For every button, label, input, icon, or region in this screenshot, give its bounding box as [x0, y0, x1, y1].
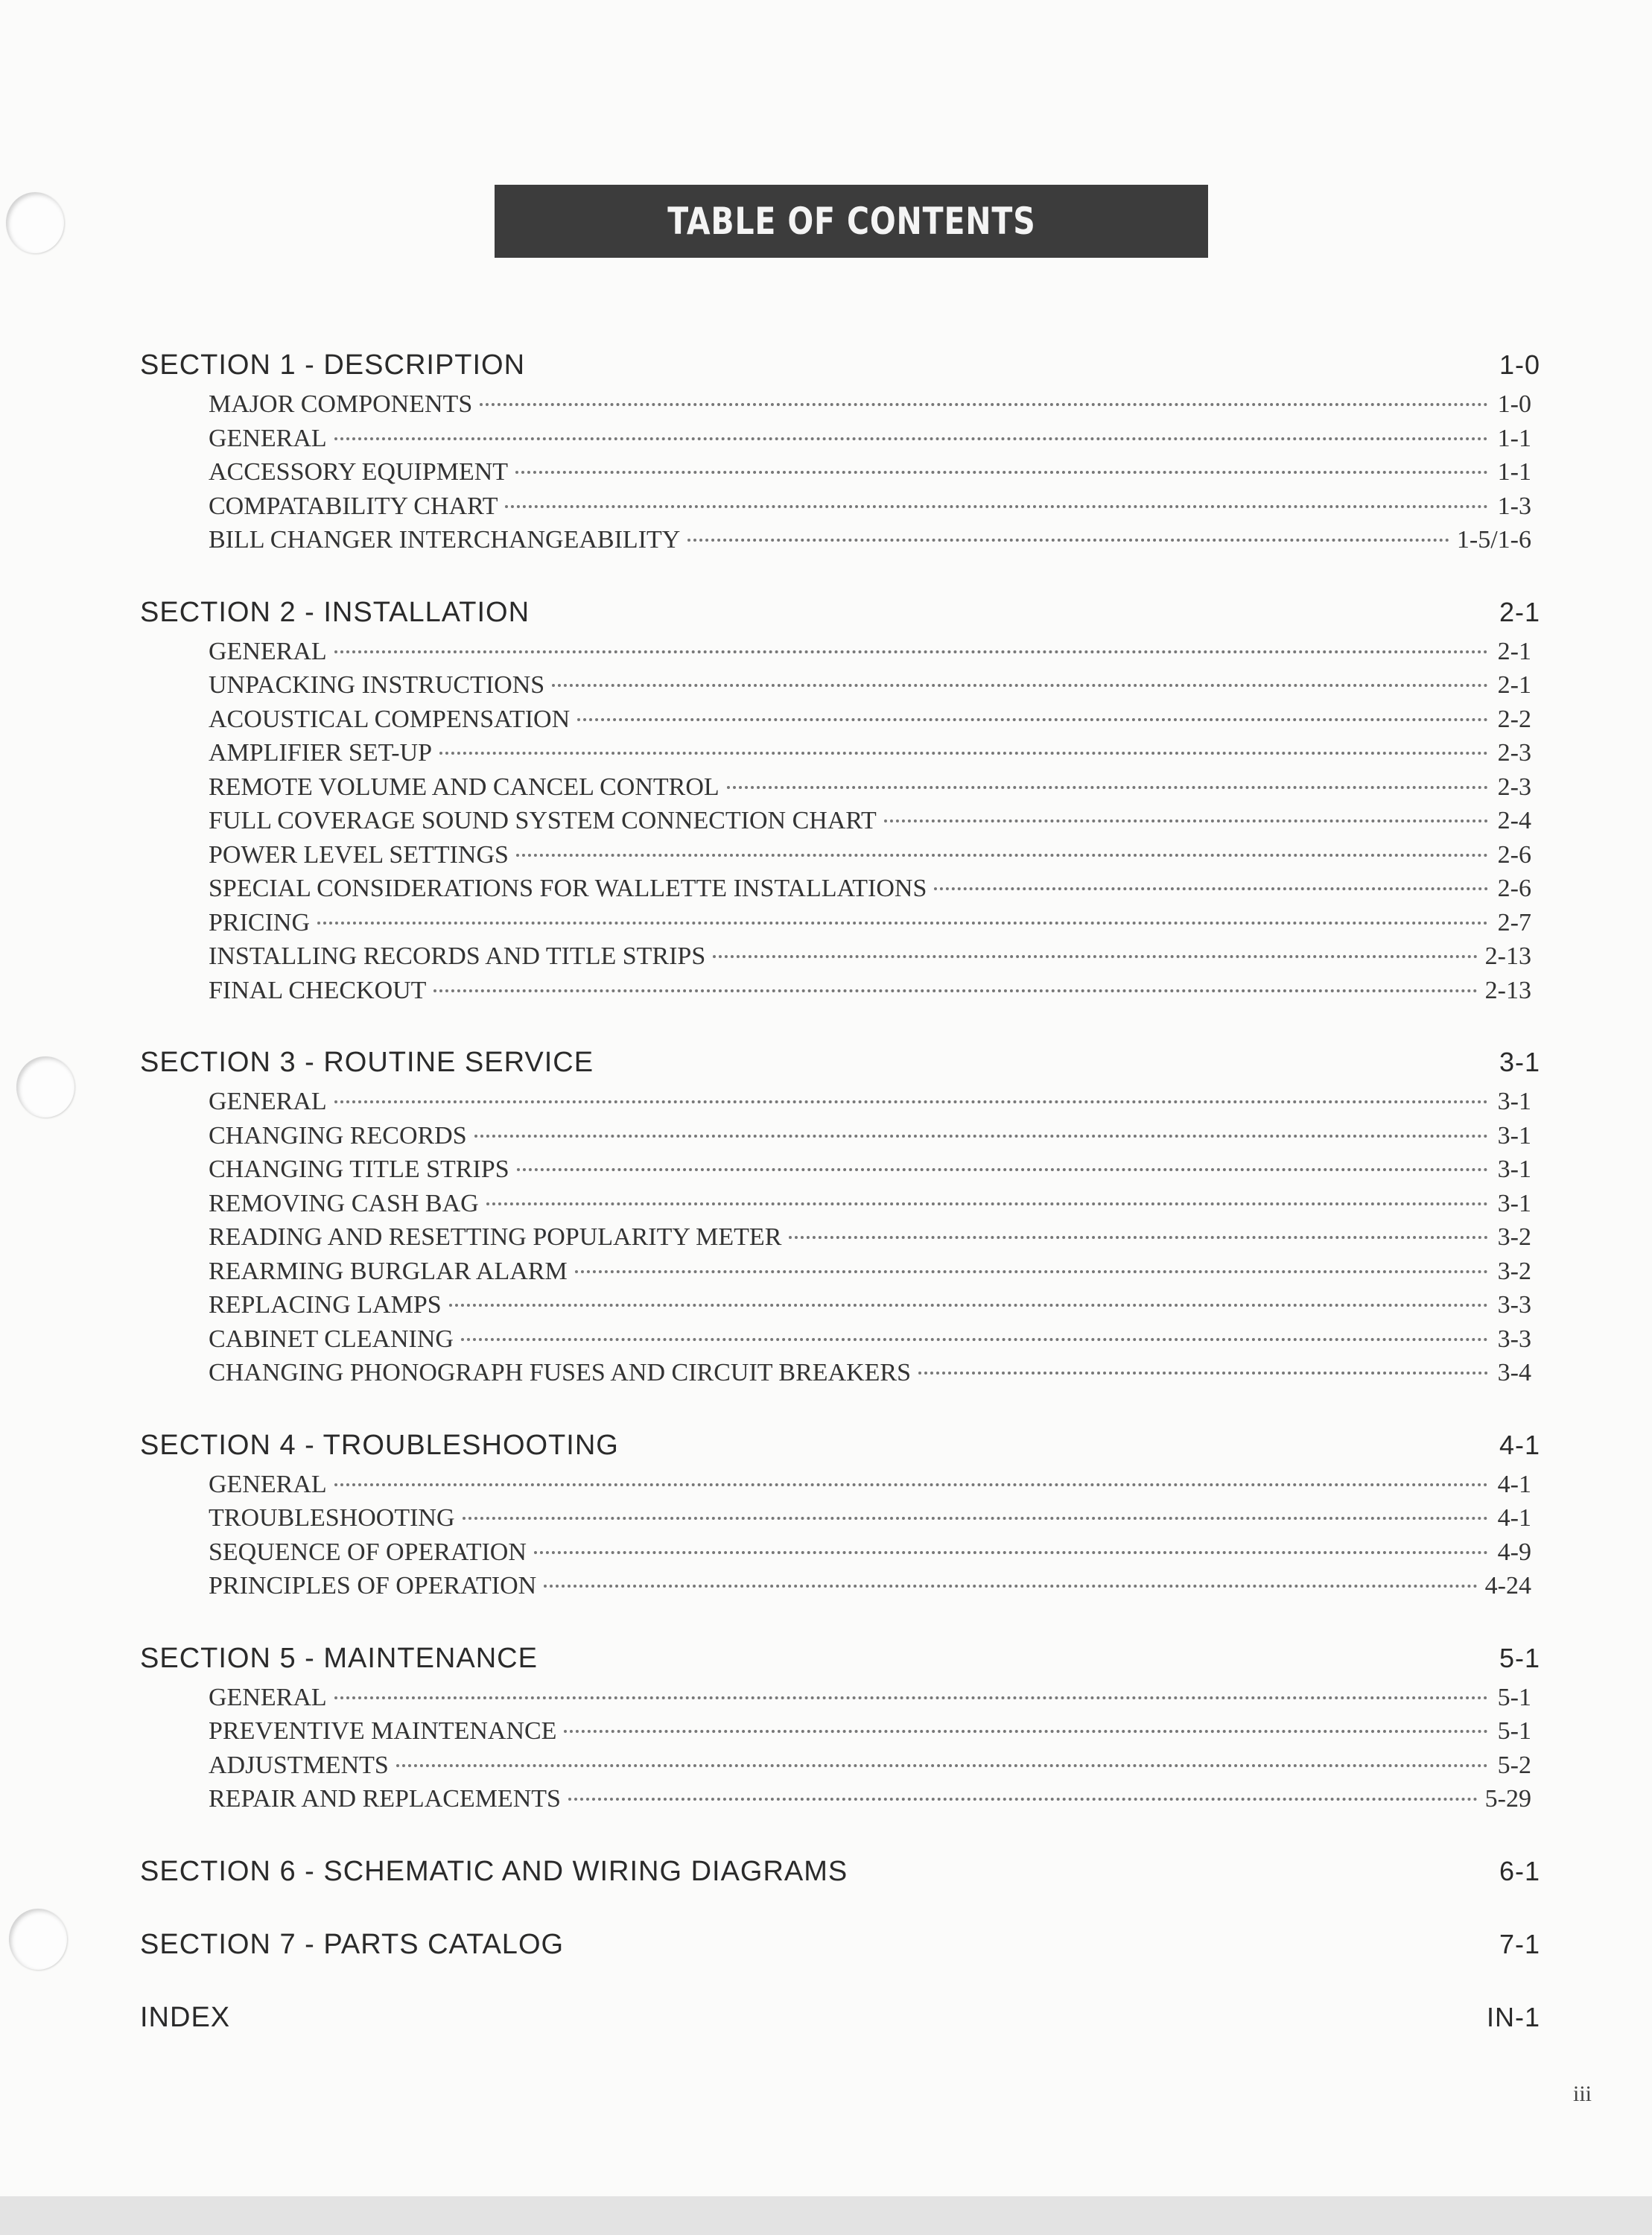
entry-page-number: 3-1	[1497, 1155, 1531, 1183]
toc-entry	[209, 906, 1531, 940]
entry-page-number: 5-1	[1497, 1717, 1531, 1745]
entry-label: FINAL CHECKOUT	[209, 976, 427, 1004]
dot-leader	[317, 922, 1488, 925]
entry-label: READING AND RESETTING POPULARITY METER	[209, 1223, 782, 1251]
toc-section	[140, 1924, 1540, 1965]
dot-leader	[334, 650, 1488, 653]
entry-label: REARMING BURGLAR ALARM	[209, 1257, 568, 1285]
entry-page-number: 1-5/1-6	[1456, 526, 1531, 554]
dot-leader	[934, 887, 1488, 890]
section-heading-row	[140, 1424, 1540, 1466]
toc-entry	[209, 387, 1531, 422]
toc-entry	[209, 872, 1531, 906]
entry-label: GENERAL	[209, 637, 327, 665]
toc-entry	[209, 1153, 1531, 1187]
entry-page-number: 3-1	[1497, 1189, 1531, 1217]
toc-entry	[209, 668, 1531, 703]
entry-list	[140, 1681, 1540, 1816]
entry-list	[140, 387, 1540, 557]
section-page-number: 6-1	[1499, 1855, 1540, 1886]
section-heading: SECTION 3 - ROUTINE SERVICE	[140, 1047, 594, 1078]
entry-label: CHANGING PHONOGRAPH FUSES AND CIRCUIT BREAKERS	[209, 1359, 912, 1386]
dot-leader	[461, 1338, 1488, 1341]
section-page-number: 1-0	[1499, 349, 1540, 380]
toc-entry	[209, 1288, 1531, 1322]
toc-entry	[209, 422, 1531, 456]
dot-leader	[396, 1764, 1488, 1767]
toc-entry	[209, 1681, 1531, 1715]
entry-label: MAJOR COMPONENTS	[209, 390, 473, 418]
entry-label: CABINET CLEANING	[209, 1325, 454, 1353]
toc-section	[140, 1638, 1540, 1816]
dot-leader	[486, 1202, 1488, 1205]
binder-hole	[16, 1056, 74, 1118]
entry-page-number: 2-1	[1497, 637, 1531, 665]
entry-label: ADJUSTMENTS	[209, 1751, 389, 1779]
entry-label: PRICING	[209, 908, 311, 936]
toc-entry	[209, 838, 1531, 872]
entry-page-number: 4-24	[1484, 1572, 1531, 1600]
entry-label: GENERAL	[209, 1088, 327, 1115]
entry-list	[140, 635, 1540, 1008]
entry-page-number: 3-2	[1497, 1257, 1531, 1285]
entry-label: REMOTE VOLUME AND CANCEL CONTROL	[209, 773, 719, 801]
entry-page-number: 2-2	[1497, 705, 1531, 733]
entry-list	[140, 1468, 1540, 1603]
entry-page-number: 4-9	[1497, 1538, 1531, 1566]
toc-entry	[209, 736, 1531, 770]
dot-leader	[334, 1483, 1488, 1486]
dot-leader	[727, 786, 1488, 789]
toc-entry	[209, 703, 1531, 737]
section-page-number: 4-1	[1499, 1429, 1540, 1460]
dot-leader	[480, 403, 1488, 406]
dot-leader	[564, 1730, 1488, 1733]
entry-page-number: 1-3	[1497, 492, 1531, 520]
entry-page-number: 1-0	[1497, 390, 1531, 418]
entry-page-number: 1-1	[1497, 424, 1531, 452]
dot-leader	[439, 752, 1488, 755]
dot-leader	[515, 471, 1488, 474]
dot-leader	[505, 505, 1488, 508]
dot-leader	[713, 955, 1477, 958]
entry-page-number: 5-29	[1484, 1785, 1531, 1813]
toc-entry	[209, 1569, 1531, 1603]
section-heading: INDEX	[140, 2001, 231, 2033]
entry-label: BILL CHANGER INTERCHANGEABILITY	[209, 526, 681, 554]
toc-entry	[209, 635, 1531, 669]
entry-page-number: 2-3	[1497, 739, 1531, 767]
entry-label: PREVENTIVE MAINTENANCE	[209, 1717, 557, 1745]
page-title: TABLE OF CONTENTS	[667, 200, 1036, 243]
page-number: iii	[1573, 2082, 1592, 2106]
toc-entry	[209, 1749, 1531, 1783]
entry-label: GENERAL	[209, 424, 327, 452]
entry-list	[140, 1085, 1540, 1390]
title-banner	[495, 185, 1208, 258]
toc-entry	[209, 455, 1531, 489]
entry-page-number: 5-2	[1497, 1751, 1531, 1779]
entry-page-number: 4-1	[1497, 1470, 1531, 1498]
entry-page-number: 1-1	[1497, 458, 1531, 486]
entry-label: SEQUENCE OF OPERATION	[209, 1538, 527, 1566]
entry-label: UNPACKING INSTRUCTIONS	[209, 671, 545, 699]
entry-label: ACCESSORY EQUIPMENT	[209, 458, 509, 486]
toc-section	[140, 592, 1540, 1008]
entry-page-number: 3-3	[1497, 1291, 1531, 1319]
section-page-number: 3-1	[1499, 1047, 1540, 1077]
dot-leader	[552, 684, 1488, 687]
dot-leader	[516, 854, 1488, 857]
dot-leader	[534, 1551, 1488, 1554]
toc-section	[140, 1851, 1540, 1892]
toc-entry	[209, 770, 1531, 805]
entry-label: REPLACING LAMPS	[209, 1291, 442, 1319]
toc-entry	[209, 804, 1531, 838]
entry-page-number: 3-2	[1497, 1223, 1531, 1251]
toc-section	[140, 1997, 1540, 2038]
entry-page-number: 2-13	[1484, 942, 1531, 970]
entry-page-number: 2-7	[1497, 908, 1531, 936]
entry-label: GENERAL	[209, 1683, 327, 1711]
toc-entry	[209, 1187, 1531, 1221]
toc-section	[140, 1424, 1540, 1603]
toc-entry	[209, 1535, 1531, 1570]
toc-entry	[209, 489, 1531, 524]
section-page-number: IN-1	[1486, 2001, 1540, 2032]
section-heading: SECTION 7 - PARTS CATALOG	[140, 1928, 565, 1960]
dot-leader	[575, 1270, 1488, 1273]
section-heading-row	[140, 1042, 1540, 1083]
dot-leader	[463, 1517, 1488, 1520]
entry-page-number: 3-4	[1497, 1359, 1531, 1386]
entry-label: COMPATABILITY CHART	[209, 492, 498, 520]
toc-entry	[209, 1085, 1531, 1119]
dot-leader	[517, 1168, 1488, 1171]
toc-entry	[209, 1356, 1531, 1390]
entry-page-number: 2-1	[1497, 671, 1531, 699]
section-heading: SECTION 1 - DESCRIPTION	[140, 349, 526, 381]
section-heading-row	[140, 1997, 1540, 2038]
dot-leader	[433, 989, 1477, 992]
entry-page-number: 2-6	[1497, 840, 1531, 869]
entry-label: TROUBLESHOOTING	[209, 1504, 455, 1532]
section-heading: SECTION 4 - TROUBLESHOOTING	[140, 1429, 619, 1461]
toc-entry	[209, 523, 1531, 557]
entry-label: CHANGING RECORDS	[209, 1121, 467, 1150]
entry-label: PRINCIPLES OF OPERATION	[209, 1572, 537, 1600]
dot-leader	[334, 1696, 1488, 1699]
toc-section	[140, 1042, 1540, 1390]
entry-label: FULL COVERAGE SOUND SYSTEM CONNECTION CHART	[209, 807, 877, 834]
dot-leader	[544, 1585, 1477, 1588]
toc-entry	[209, 939, 1531, 974]
toc-entry	[209, 1119, 1531, 1153]
dot-leader	[568, 1798, 1478, 1801]
toc-entry	[209, 1782, 1531, 1816]
entry-label: POWER LEVEL SETTINGS	[209, 840, 509, 869]
section-page-number: 5-1	[1499, 1642, 1540, 1673]
toc-entry	[209, 1501, 1531, 1535]
toc-entry	[209, 1322, 1531, 1357]
entry-page-number: 2-4	[1497, 807, 1531, 834]
entry-label: AMPLIFIER SET-UP	[209, 739, 433, 767]
entry-page-number: 3-1	[1497, 1121, 1531, 1150]
entry-label: SPECIAL CONSIDERATIONS FOR WALLETTE INSTALLATIONS	[209, 875, 927, 902]
toc-entry	[209, 974, 1531, 1008]
section-heading-row	[140, 592, 1540, 633]
dot-leader	[449, 1304, 1488, 1307]
page-edge	[0, 2196, 1652, 2235]
toc-entry	[209, 1255, 1531, 1289]
dot-leader	[687, 539, 1449, 542]
section-page-number: 2-1	[1499, 596, 1540, 627]
toc-entry	[209, 1714, 1531, 1749]
entry-page-number: 2-6	[1497, 875, 1531, 902]
section-heading: SECTION 5 - MAINTENANCE	[140, 1642, 538, 1674]
entry-label: CHANGING TITLE STRIPS	[209, 1155, 509, 1183]
section-heading-row	[140, 344, 1540, 386]
dot-leader	[334, 437, 1488, 440]
entry-label: ACOUSTICAL COMPENSATION	[209, 705, 571, 733]
section-heading: SECTION 2 - INSTALLATION	[140, 596, 530, 628]
entry-page-number: 3-3	[1497, 1325, 1531, 1353]
section-heading-row	[140, 1924, 1540, 1965]
section-heading-row	[140, 1638, 1540, 1679]
binder-hole	[6, 192, 64, 253]
entry-page-number: 3-1	[1497, 1088, 1531, 1115]
entry-page-number: 5-1	[1497, 1683, 1531, 1711]
dot-leader	[884, 820, 1488, 822]
section-page-number: 7-1	[1499, 1928, 1540, 1959]
entry-page-number: 4-1	[1497, 1504, 1531, 1532]
entry-label: INSTALLING RECORDS AND TITLE STRIPS	[209, 942, 706, 970]
entry-label: REMOVING CASH BAG	[209, 1189, 479, 1217]
toc-section	[140, 344, 1540, 557]
section-heading: SECTION 6 - SCHEMATIC AND WIRING DIAGRAMS	[140, 1855, 848, 1887]
dot-leader	[474, 1135, 1488, 1138]
entry-page-number: 2-13	[1484, 976, 1531, 1004]
dot-leader	[577, 718, 1488, 721]
section-heading-row	[140, 1851, 1540, 1892]
dot-leader	[918, 1372, 1488, 1375]
binder-hole	[9, 1909, 67, 1970]
toc-entry	[209, 1220, 1531, 1255]
toc-entry	[209, 1468, 1531, 1502]
dot-leader	[789, 1236, 1488, 1239]
dot-leader	[334, 1100, 1488, 1103]
entry-label: GENERAL	[209, 1470, 327, 1498]
entry-label: REPAIR AND REPLACEMENTS	[209, 1785, 561, 1813]
entry-page-number: 2-3	[1497, 773, 1531, 801]
table-of-contents	[140, 344, 1540, 2070]
